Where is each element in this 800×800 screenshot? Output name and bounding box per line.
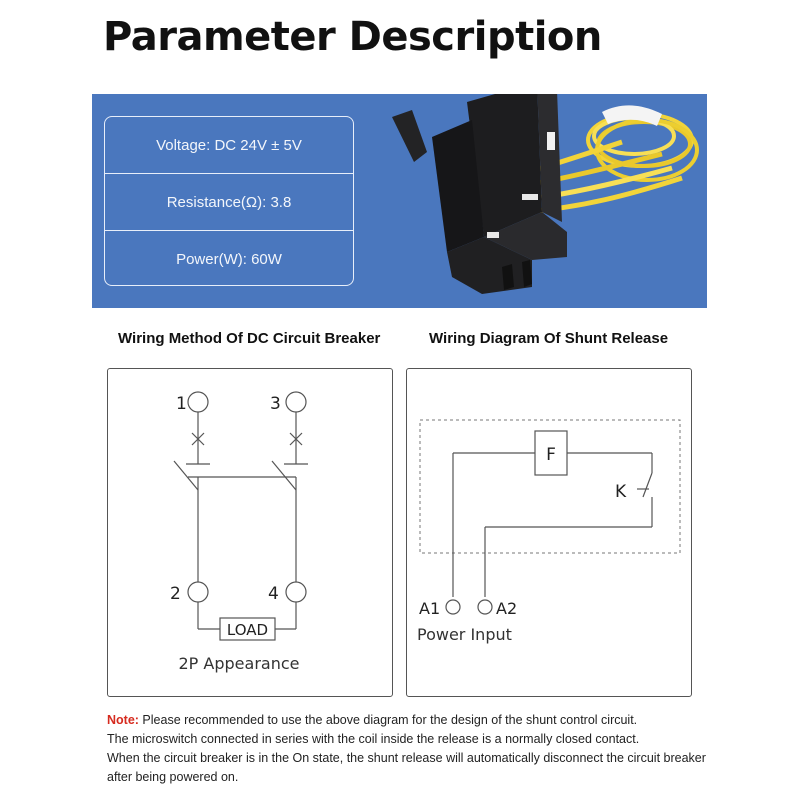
appearance-caption: 2P Appearance bbox=[178, 654, 300, 673]
coil-label: F bbox=[546, 445, 556, 465]
terminal-4-label: 4 bbox=[268, 584, 279, 604]
a1-terminal-circle bbox=[446, 600, 460, 614]
spec-table bbox=[104, 116, 354, 286]
note-line-3: When the circuit breaker is in the On state, the shunt release will automatically disconnect the circuit breaker after being powered on. bbox=[107, 751, 706, 784]
note-label: Note: bbox=[107, 713, 139, 727]
terminal-3-circle bbox=[286, 392, 306, 412]
a2-terminal-circle bbox=[478, 600, 492, 614]
housing-body bbox=[392, 94, 567, 294]
terminal-4-circle bbox=[286, 582, 306, 602]
terminal-2-circle bbox=[188, 582, 208, 602]
a1-label: A1 bbox=[419, 599, 441, 618]
dc-breaker-wiring-panel bbox=[107, 368, 393, 697]
spec-resistance: Resistance(Ω): 3.8 bbox=[105, 173, 353, 230]
a2-label: A2 bbox=[496, 599, 518, 618]
terminal-2-label: 2 bbox=[170, 584, 181, 604]
power-input-caption: Power Input bbox=[417, 625, 512, 644]
product-banner bbox=[92, 94, 707, 308]
page-title: Parameter Description bbox=[103, 14, 602, 60]
switch-label: K bbox=[615, 482, 627, 502]
shunt-release-wiring-panel bbox=[406, 368, 692, 697]
terminal-1-circle bbox=[188, 392, 208, 412]
note-line-2: The microswitch connected in series with the coil inside the release is a normally closed contact. bbox=[107, 732, 640, 746]
right-diagram-heading: Wiring Diagram Of Shunt Release bbox=[429, 330, 669, 347]
shunt-release-diagram bbox=[407, 369, 691, 696]
spec-power: Power(W): 60W bbox=[105, 230, 353, 287]
spec-voltage: Voltage: DC 24V ± 5V bbox=[156, 136, 302, 154]
terminal-3-label: 3 bbox=[270, 394, 281, 414]
shunt-release-photo bbox=[372, 94, 707, 308]
usage-note bbox=[107, 711, 707, 787]
load-label: LOAD bbox=[226, 621, 269, 639]
note-line-1: Please recommended to use the above diagram for the design of the shunt control circuit. bbox=[138, 713, 638, 727]
release-boundary bbox=[420, 420, 680, 553]
left-diagram-heading: Wiring Method Of DC Circuit Breaker bbox=[118, 330, 381, 347]
dc-breaker-diagram bbox=[108, 369, 392, 696]
terminal-1-label: 1 bbox=[176, 394, 187, 414]
